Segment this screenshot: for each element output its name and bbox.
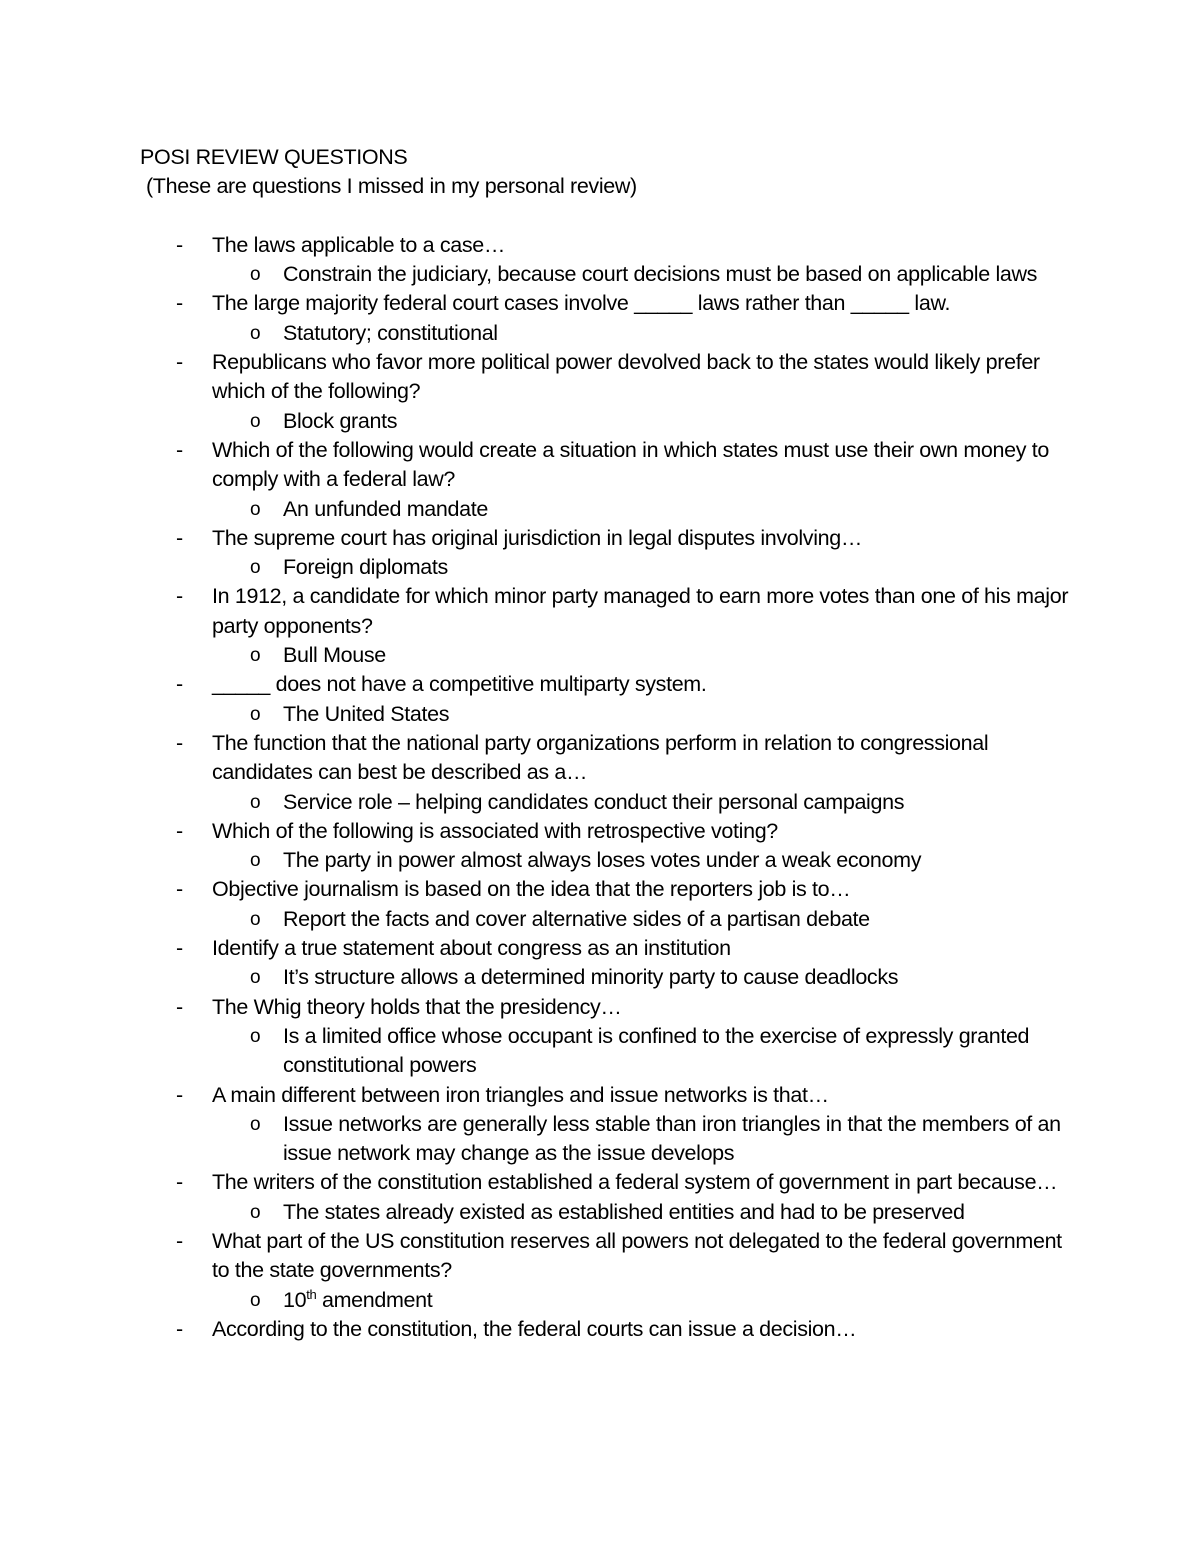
document-body [140,143,1070,1344]
question-item [140,231,1070,290]
answer-list [212,1110,1070,1169]
dash-bullet: - [176,730,183,755]
answer-text: The states already existed as established entities and had to be preserved [283,1199,965,1224]
answer-item [212,319,1070,348]
question-item [140,348,1070,436]
circle-bullet: o [250,557,261,579]
document-subtitle: (These are questions I missed in my personal review) [146,174,637,199]
question-item [140,817,1070,876]
question-item [140,729,1070,817]
answer-item [212,788,1070,817]
circle-bullet: o [250,703,261,725]
answer-item [212,641,1070,670]
dash-bullet: - [176,1228,183,1253]
answer-text: Service role – helping candidates conduct their personal campaigns [283,789,905,814]
question-item [140,1081,1070,1169]
question-text: _____ does not have a competitive multiparty system. [212,672,707,697]
question-item [140,993,1070,1081]
dash-bullet: - [176,232,183,257]
answer-text: Report the facts and cover alternative sides of a partisan debate [283,906,870,931]
circle-bullet: o [250,1113,261,1135]
circle-bullet: o [250,850,261,872]
circle-bullet: o [250,645,261,667]
answer-text: Issue networks are generally less stable than iron triangles in that the members of an issue network may change as the issue develops [283,1111,1061,1166]
amendment-number: 10 [283,1287,307,1312]
answer-text: An unfunded mandate [283,496,488,521]
document-title: POSI REVIEW QUESTIONS [140,145,408,169]
answer-text: It’s structure allows a determined minority party to cause deadlocks [283,965,899,990]
circle-bullet: o [250,410,261,432]
question-item [140,934,1070,993]
answer-text: Constrain the judiciary, because court decisions must be based on applicable laws [283,262,1038,287]
answer-list [212,963,1070,992]
dash-bullet: - [176,877,183,902]
circle-bullet: o [250,1201,261,1223]
question-item [140,524,1070,583]
question-text: The large majority federal court cases involve _____ laws rather than _____ law. [212,291,951,316]
answer-item [212,1286,1070,1315]
answer-item [212,1110,1070,1169]
question-text: The function that the national party organizations perform in relation to congressional candidates can best be described as a… [212,730,989,785]
question-text: Which of the following is associated with retrospective voting? [212,818,778,843]
answer-list [212,260,1070,289]
answer-text: Is a limited office whose occupant is confined to the exercise of expressly granted constitutional powers [283,1023,1030,1078]
question-item [140,670,1070,729]
dash-bullet: - [176,994,183,1019]
dash-bullet: - [176,1316,183,1341]
question-item [140,289,1070,348]
dash-bullet: - [176,525,183,550]
answer-text: The party in power almost always loses votes under a weak economy [283,848,922,873]
circle-bullet: o [250,264,261,286]
answer-list [212,905,1070,934]
answer-list [212,319,1070,348]
question-text: A main different between iron triangles and issue networks is that… [212,1082,829,1107]
answer-list [212,1286,1070,1315]
circle-bullet: o [250,967,261,989]
question-text: Objective journalism is based on the idea that the reporters job is to… [212,877,851,902]
question-text: Republicans who favor more political power devolved back to the states would likely prefer which of the following? [212,350,1040,404]
answer-item [212,1198,1070,1227]
question-text: Which of the following would create a situation in which states must use their own money to comply with a federal law? [212,437,1049,492]
circle-bullet: o [250,1289,261,1311]
question-text: In 1912, a candidate for which minor party managed to earn more votes than one of his major party opponents? [212,584,1069,638]
answer-item [212,260,1070,289]
question-text: According to the constitution, the federal courts can issue a decision… [212,1316,857,1341]
question-item [140,1227,1070,1315]
question-item [140,875,1070,934]
dash-bullet: - [176,936,183,961]
answer-text: Bull Mouse [283,643,386,668]
question-text: What part of the US constitution reserves all powers not delegated to the federal government to the state governments? [212,1228,1062,1283]
answer-list [212,641,1070,670]
blank-line [140,202,1070,231]
answer-list [212,495,1070,524]
question-item [140,582,1070,670]
answer-list [212,1022,1070,1081]
question-item [140,1315,1070,1344]
answer-item [212,553,1070,582]
question-text: The Whig theory holds that the presidency… [212,994,622,1019]
answer-item [212,846,1070,875]
dash-bullet: - [176,291,183,316]
ordinal-suffix: th [306,1286,317,1302]
question-item [140,436,1070,524]
dash-bullet: - [176,1170,183,1195]
circle-bullet: o [250,791,261,813]
answer-list [212,846,1070,875]
circle-bullet: o [250,498,261,520]
dash-bullet: - [176,350,183,375]
question-text: The laws applicable to a case… [212,232,506,257]
answer-text: Statutory; constitutional [283,320,498,345]
answer-text [283,1288,432,1312]
dash-bullet: - [176,584,183,609]
question-text: The supreme court has original jurisdiction in legal disputes involving… [212,525,863,550]
answer-list [212,407,1070,436]
answer-item [212,700,1070,729]
answer-list [212,788,1070,817]
circle-bullet: o [250,322,261,344]
answer-item [212,495,1070,524]
question-list [140,231,1070,1344]
answer-text: Block grants [283,408,398,433]
answer-text: Foreign diplomats [283,555,448,580]
question-item [140,1168,1070,1227]
answer-item [212,407,1070,436]
answer-item [212,1022,1070,1081]
dash-bullet: - [176,437,183,462]
answer-item [212,963,1070,992]
dash-bullet: - [176,1082,183,1107]
circle-bullet: o [250,1025,261,1047]
dash-bullet: - [176,672,183,697]
answer-list [212,553,1070,582]
answer-list [212,700,1070,729]
answer-text: The United States [283,701,450,726]
question-text: The writers of the constitution established a federal system of government in part because… [212,1170,1058,1195]
dash-bullet: - [176,818,183,843]
question-text: Identify a true statement about congress as an institution [212,936,731,961]
answer-item [212,905,1070,934]
answer-list [212,1198,1070,1227]
amendment-word: amendment [316,1287,433,1312]
circle-bullet: o [250,908,261,930]
